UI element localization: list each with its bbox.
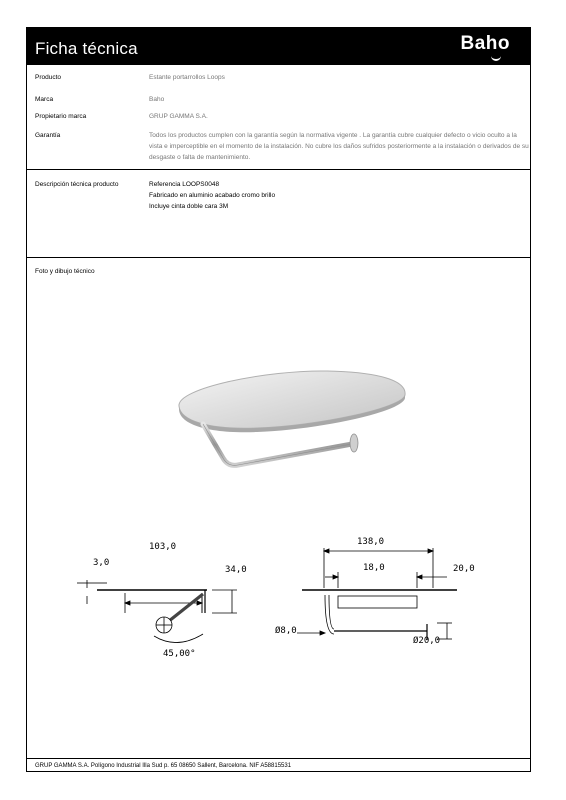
dim-angle: 45,00° bbox=[163, 649, 196, 659]
label-marca: Marca bbox=[35, 96, 54, 103]
label-garantia: Garantía bbox=[35, 132, 61, 139]
side-view-drawing bbox=[77, 580, 237, 643]
product-drawing bbox=[27, 28, 532, 748]
datasheet bbox=[26, 27, 531, 772]
descripcion-line-1: Referencia LOOPS0048 bbox=[149, 181, 220, 188]
dim-offset: 20,0 bbox=[453, 564, 475, 574]
label-producto: Producto bbox=[35, 74, 62, 81]
dim-width: 138,0 bbox=[357, 537, 385, 547]
label-descripcion: Descripción técnica producto bbox=[35, 181, 119, 188]
footer-divider bbox=[27, 758, 530, 759]
dim-rosette: Ø20,0 bbox=[413, 636, 441, 646]
brand-logo: Baho bbox=[460, 33, 510, 54]
label-foto: Foto y dibujo técnico bbox=[35, 268, 95, 275]
descripcion-line-3: Incluye cinta doble cara 3M bbox=[149, 203, 229, 210]
value-marca: Baho bbox=[149, 96, 165, 103]
label-propietario: Propietario marca bbox=[35, 113, 87, 120]
company-footer: GRUP GAMMA S.A. Polígono Industrial Illa Sud p. 65 08650 Sallent, Barcelona. NIF A58815531 bbox=[35, 763, 292, 769]
descripcion-line-2: Fabricado en aluminio acabado cromo brillo bbox=[149, 192, 276, 199]
dim-height: 34,0 bbox=[225, 565, 247, 575]
dim-depth: 103,0 bbox=[149, 542, 177, 552]
page-title: Ficha técnica bbox=[35, 39, 138, 58]
front-view-drawing bbox=[297, 548, 457, 640]
value-propietario: GRUP GAMMA S.A. bbox=[149, 113, 208, 120]
product-photo bbox=[179, 371, 405, 465]
value-producto: Estante portarrollos Loops bbox=[149, 74, 225, 81]
dim-inner: 18,0 bbox=[363, 563, 385, 573]
dim-thickness: 3,0 bbox=[93, 558, 110, 568]
dim-bar: Ø8,0 bbox=[275, 626, 297, 636]
value-garantia: Todos los productos cumplen con la garantía según la normativa vigente . La garantía cubre cualquier defecto o vicio oculto a la vista e imperceptible en el momento de la instalación. No cubre los daños sufridos posteriormente a la instalación o derivados de su desgaste o falta de mantenimiento. bbox=[149, 132, 529, 161]
